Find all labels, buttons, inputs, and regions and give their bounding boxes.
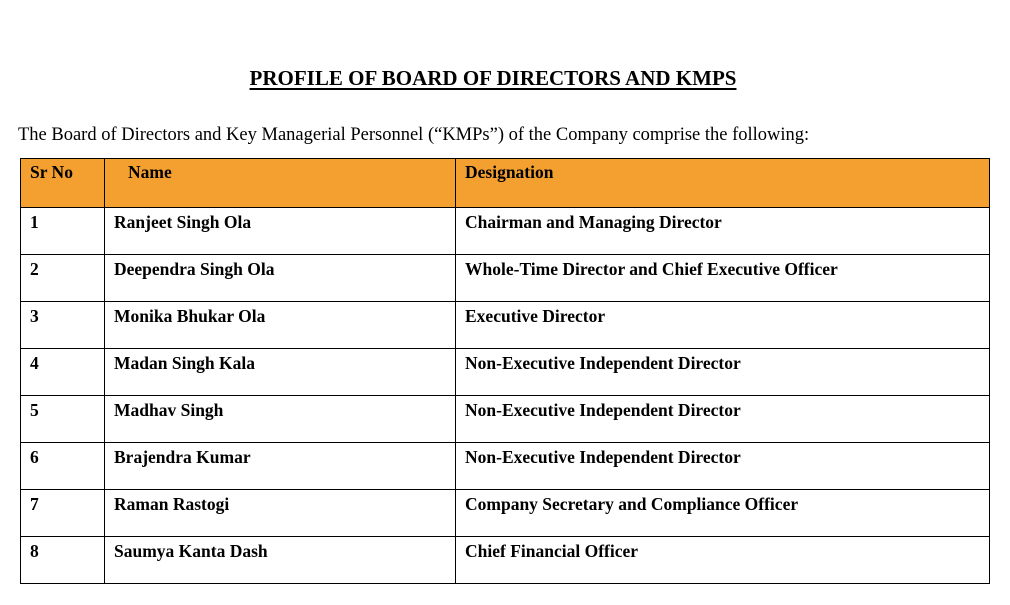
table-row [21,208,990,255]
cell-name: Monika Bhukar Ola [105,302,456,349]
cell-name: Raman Rastogi [105,490,456,537]
cell-name: Ranjeet Singh Ola [105,208,456,255]
cell-designation: Executive Director [456,302,990,349]
table-row [21,537,990,584]
cell-sr-no: 4 [21,349,105,396]
cell-sr-no: 1 [21,208,105,255]
directors-table [20,158,990,584]
cell-name: Brajendra Kumar [105,443,456,490]
cell-designation: Chief Financial Officer [456,537,990,584]
intro-paragraph: The Board of Directors and Key Managerial Personnel (“KMPs”) of the Company comprise the following: [18,125,810,145]
cell-designation: Chairman and Managing Director [456,208,990,255]
table-row [21,255,990,302]
header-sr-no: Sr No [21,159,105,208]
cell-name: Saumya Kanta Dash [105,537,456,584]
header-designation: Designation [456,159,990,208]
cell-sr-no: 3 [21,302,105,349]
cell-name: Madan Singh Kala [105,349,456,396]
cell-designation: Company Secretary and Compliance Officer [456,490,990,537]
cell-sr-no: 2 [21,255,105,302]
table-header-row [21,159,990,208]
cell-designation: Non-Executive Independent Director [456,396,990,443]
header-name: Name [105,159,456,208]
cell-designation: Whole-Time Director and Chief Executive Officer [456,255,990,302]
cell-name: Madhav Singh [105,396,456,443]
table-row [21,349,990,396]
table-row [21,396,990,443]
page-title: PROFILE OF BOARD OF DIRECTORS AND KMPS [249,66,737,90]
cell-sr-no: 5 [21,396,105,443]
cell-name: Deependra Singh Ola [105,255,456,302]
cell-designation: Non-Executive Independent Director [456,443,990,490]
table-row [21,443,990,490]
cell-sr-no: 7 [21,490,105,537]
table-row [21,302,990,349]
cell-designation: Non-Executive Independent Director [456,349,990,396]
table-row [21,490,990,537]
cell-sr-no: 8 [21,537,105,584]
cell-sr-no: 6 [21,443,105,490]
